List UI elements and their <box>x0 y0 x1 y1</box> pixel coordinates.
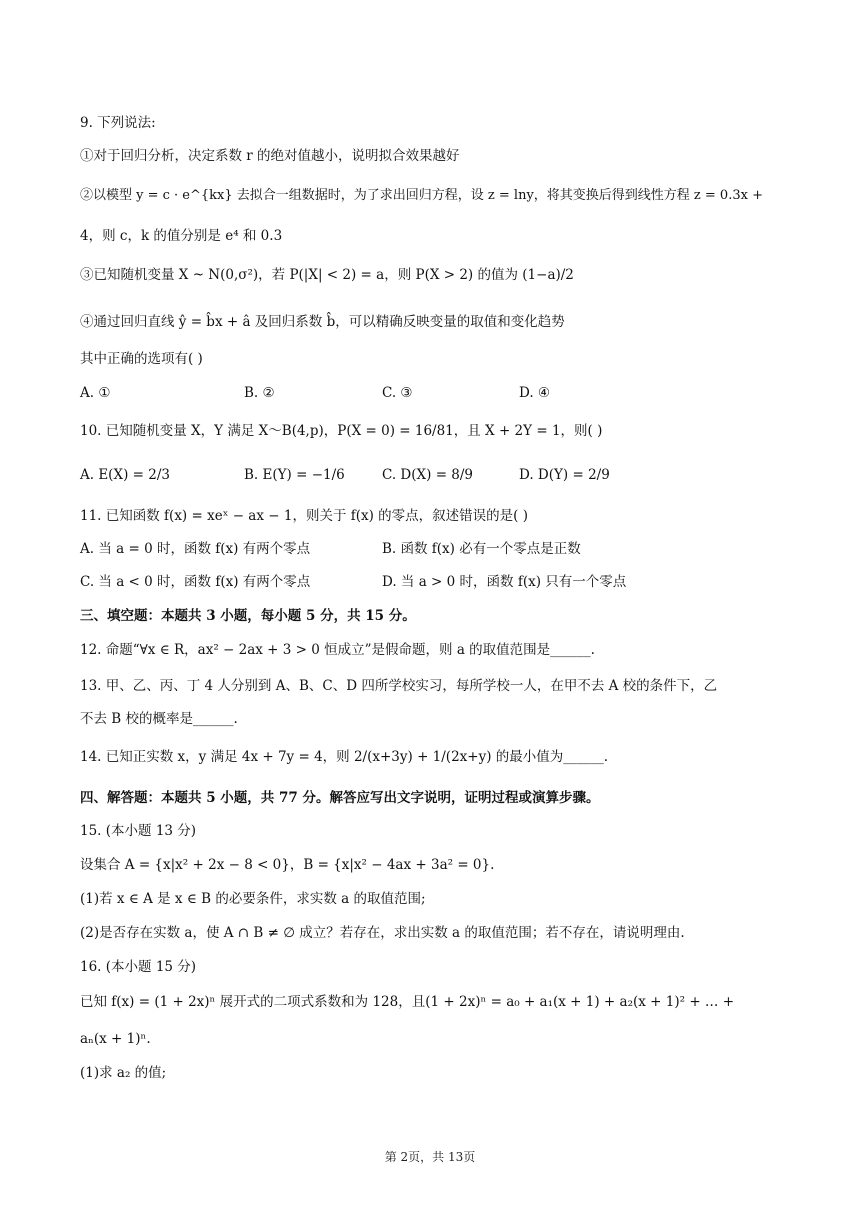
page-footer: 第 2页，共 13页 <box>384 1150 476 1164</box>
q9-option-b: B. ② <box>244 385 275 401</box>
q10-option-b: B. E(Y) = −1/6 <box>244 467 345 483</box>
q15-part-1: (1)若 x ∈ A 是 x ∈ B 的必要条件，求实数 a 的取值范围; <box>80 891 426 907</box>
q9-statement-2b: 4，则 c，k 的值分别是 e⁴ 和 0.3 <box>80 228 283 244</box>
q10-option-d: D. D(Y) = 2/9 <box>519 467 610 483</box>
q9-statement-1: ①对于回归分析，决定系数 r 的绝对值越小，说明拟合效果越好 <box>80 148 460 164</box>
q9-statement-3: ③已知随机变量 X ~ N(0,σ²)，若 P(|X| < 2) = a，则 P(X > 2) 的值为 (1−a)/2 <box>80 267 574 283</box>
q10-option-a: A. E(X) = 2/3 <box>80 467 170 483</box>
q16-line-2: aₙ(x + 1)ⁿ. <box>80 1031 151 1047</box>
q16-heading: 16. (本小题 15 分) <box>80 959 197 975</box>
q15-set-definition: 设集合 A = {x|x² + 2x − 8 < 0}，B = {x|x² − 4ax + 3a² = 0}. <box>80 857 495 873</box>
q10-option-c: C. D(X) = 8/9 <box>382 467 474 483</box>
q11-option-a: A. 当 a = 0 时，函数 f(x) 有两个零点 <box>80 541 311 557</box>
q11-option-d: D. 当 a > 0 时，函数 f(x) 只有一个零点 <box>382 574 627 590</box>
q9-prompt: 其中正确的选项有( ) <box>80 351 203 367</box>
q13-line-2: 不去 B 校的概率是______. <box>80 711 238 727</box>
q16-part-1: (1)求 a₂ 的值; <box>80 1065 167 1081</box>
q9-option-d: D. ④ <box>519 385 551 401</box>
q13-line-1: 13. 甲、乙、丙、丁 4 人分别到 A、B、C、D 四所学校实习，每所学校一人，在甲不去 A 校的条件下，乙 <box>80 678 718 694</box>
q15-part-2: (2)是否存在实数 a，使 A ∩ B ≠ ∅ 成立？若存在，求出实数 a 的取值范围；若不存在，请说明理由. <box>80 925 685 941</box>
q12-text: 12. 命题“∀x ∈ R，ax² − 2ax + 3 > 0 恒成立”是假命题，则 a 的取值范围是______. <box>80 642 595 658</box>
q11-option-b: B. 函数 f(x) 必有一个零点是正数 <box>382 541 581 557</box>
q9-option-c: C. ③ <box>382 385 413 401</box>
q15-heading: 15. (本小题 13 分) <box>80 823 197 839</box>
section-4-heading: 四、解答题：本题共 5 小题，共 77 分。解答应写出文字说明，证明过程或演算步骤。 <box>80 790 600 806</box>
q9-statement-2a: ②以模型 y = c · e^{kx} 去拟合一组数据时，为了求出回归方程，设 z = lny，将其变换后得到线性方程 z = 0.3x + <box>80 188 763 203</box>
q11-stem: 11. 已知函数 f(x) = xeˣ − ax − 1，则关于 f(x) 的零点，叙述错误的是( ) <box>80 508 529 524</box>
section-3-heading: 三、填空题：本题共 3 小题，每小题 5 分，共 15 分。 <box>80 608 416 624</box>
q14-text: 14. 已知正实数 x，y 满足 4x + 7y = 4，则 2/(x+3y) + 1/(2x+y) 的最小值为______. <box>80 749 609 765</box>
q9-title: 9. 下列说法: <box>80 115 156 131</box>
q16-line-1: 已知 f(x) = (1 + 2x)ⁿ 展开式的二项式系数和为 128，且(1 + 2x)ⁿ = a₀ + a₁(x + 1) + a₂(x + 1)² + … + <box>80 994 735 1010</box>
q11-option-c: C. 当 a < 0 时，函数 f(x) 有两个零点 <box>80 574 311 590</box>
q9-statement-4: ④通过回归直线 ŷ = b̂x + â 及回归系数 b̂，可以精确反映变量的取值和变化趋势 <box>80 314 565 330</box>
q10-stem: 10. 已知随机变量 X，Y 满足 X～B(4,p)，P(X = 0) = 16/81，且 X + 2Y = 1，则( ) <box>80 423 603 439</box>
q9-option-a: A. ① <box>80 385 111 401</box>
